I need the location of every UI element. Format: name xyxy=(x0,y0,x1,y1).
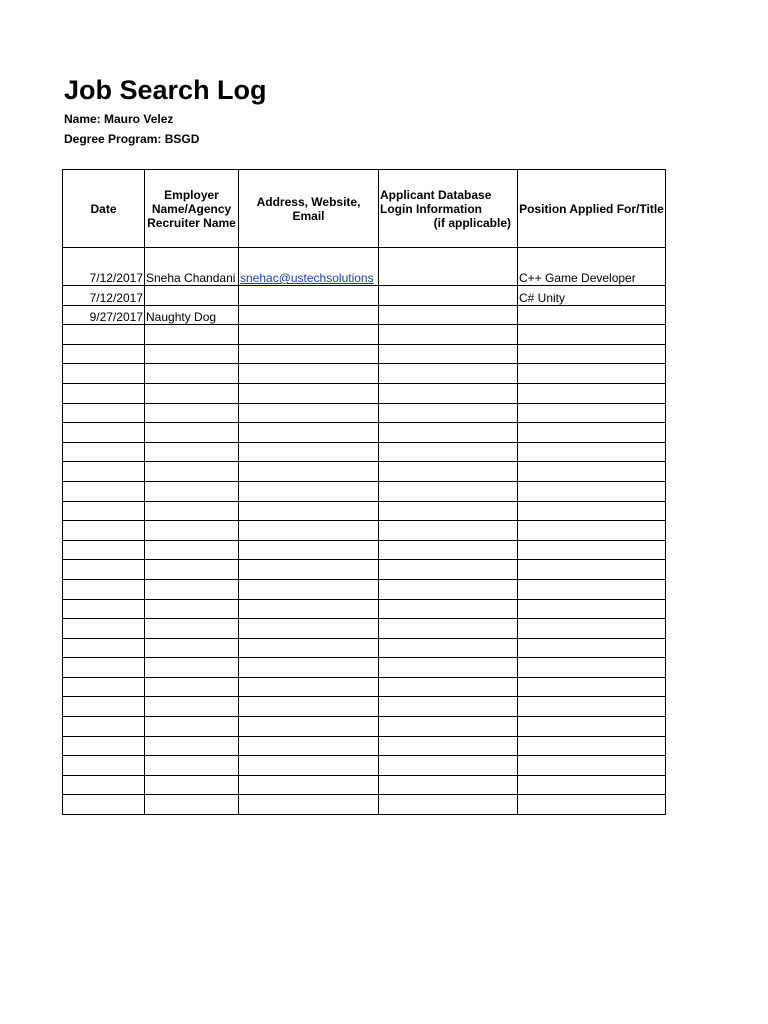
employer-cell xyxy=(145,795,239,815)
address-cell xyxy=(239,442,379,462)
employer-cell xyxy=(145,325,239,345)
table-row xyxy=(63,423,666,443)
table-row xyxy=(63,717,666,737)
table-row xyxy=(63,795,666,815)
date-cell xyxy=(63,775,145,795)
date-cell xyxy=(63,462,145,482)
date-cell xyxy=(63,579,145,599)
employer-cell xyxy=(145,619,239,639)
employer-cell xyxy=(145,521,239,541)
position-cell xyxy=(518,442,666,462)
employer-cell xyxy=(145,736,239,756)
date-cell: 9/27/2017 xyxy=(63,305,145,325)
table-row xyxy=(63,579,666,599)
address-cell xyxy=(239,501,379,521)
position-cell xyxy=(518,364,666,384)
table-row xyxy=(63,403,666,423)
address-cell xyxy=(239,677,379,697)
address-cell xyxy=(239,325,379,345)
header-applicant-database xyxy=(379,170,518,248)
employer-cell xyxy=(145,442,239,462)
position-cell: C++ Game Developer xyxy=(518,248,666,286)
position-cell xyxy=(518,599,666,619)
position-cell xyxy=(518,560,666,580)
table-row xyxy=(63,344,666,364)
database-cell xyxy=(379,795,518,815)
position-cell xyxy=(518,658,666,678)
date-cell xyxy=(63,442,145,462)
address-cell xyxy=(239,756,379,776)
address-cell xyxy=(239,795,379,815)
header-database-note: (if applicable) xyxy=(433,215,511,230)
employer-cell xyxy=(145,677,239,697)
table-row xyxy=(63,540,666,560)
header-date: Date xyxy=(63,170,145,248)
employer-cell xyxy=(145,756,239,776)
position-cell xyxy=(518,717,666,737)
address-cell xyxy=(239,344,379,364)
table-row xyxy=(63,501,666,521)
table-row xyxy=(63,481,666,501)
database-cell xyxy=(379,599,518,619)
position-cell xyxy=(518,736,666,756)
date-cell xyxy=(63,717,145,737)
database-cell xyxy=(379,697,518,717)
job-search-table xyxy=(62,169,666,815)
address-cell xyxy=(239,540,379,560)
position-cell xyxy=(518,619,666,639)
position-cell xyxy=(518,344,666,364)
date-cell xyxy=(63,736,145,756)
date-cell: 7/12/2017 xyxy=(63,248,145,286)
address-cell xyxy=(239,364,379,384)
date-cell xyxy=(63,697,145,717)
position-cell: C# Unity xyxy=(518,286,666,306)
address-cell xyxy=(239,403,379,423)
employer-cell xyxy=(145,481,239,501)
date-cell xyxy=(63,423,145,443)
address-cell xyxy=(239,481,379,501)
email-link[interactable]: snehac@ustechsolutions xyxy=(240,271,374,285)
table-row xyxy=(63,560,666,580)
date-cell xyxy=(63,403,145,423)
database-cell xyxy=(379,403,518,423)
database-cell xyxy=(379,286,518,306)
database-cell xyxy=(379,364,518,384)
header-database-label: Applicant Database Login Information xyxy=(380,187,492,216)
position-cell xyxy=(518,383,666,403)
database-cell xyxy=(379,383,518,403)
database-cell xyxy=(379,442,518,462)
table-row xyxy=(63,462,666,482)
database-cell xyxy=(379,521,518,541)
date-cell: 7/12/2017 xyxy=(63,286,145,306)
position-cell xyxy=(518,501,666,521)
header-employer: Employer Name/Agency Recruiter Name xyxy=(145,170,239,248)
employer-cell xyxy=(145,775,239,795)
position-cell xyxy=(518,325,666,345)
address-cell xyxy=(239,521,379,541)
date-cell xyxy=(63,325,145,345)
table-row xyxy=(63,736,666,756)
date-cell xyxy=(63,501,145,521)
position-cell xyxy=(518,756,666,776)
table-row xyxy=(63,442,666,462)
address-cell xyxy=(239,560,379,580)
date-cell xyxy=(63,364,145,384)
database-cell xyxy=(379,423,518,443)
database-cell xyxy=(379,481,518,501)
database-cell xyxy=(379,756,518,776)
position-cell xyxy=(518,677,666,697)
position-cell xyxy=(518,462,666,482)
table-row xyxy=(63,697,666,717)
table-row xyxy=(63,521,666,541)
database-cell xyxy=(379,579,518,599)
database-cell xyxy=(379,325,518,345)
table-row xyxy=(63,364,666,384)
table-row xyxy=(63,286,666,306)
database-cell xyxy=(379,677,518,697)
database-cell xyxy=(379,540,518,560)
employer-cell xyxy=(145,501,239,521)
database-cell xyxy=(379,501,518,521)
position-cell xyxy=(518,775,666,795)
date-cell xyxy=(63,481,145,501)
database-cell xyxy=(379,775,518,795)
position-cell xyxy=(518,540,666,560)
table-row xyxy=(63,248,666,286)
table-header-row xyxy=(63,170,666,248)
position-cell xyxy=(518,305,666,325)
table-row xyxy=(63,599,666,619)
table-row xyxy=(63,775,666,795)
table-row xyxy=(63,658,666,678)
table-row xyxy=(63,305,666,325)
employer-cell: Naughty Dog xyxy=(145,305,239,325)
address-cell xyxy=(239,305,379,325)
employer-cell: Sneha Chandani xyxy=(145,248,239,286)
position-cell xyxy=(518,521,666,541)
employer-cell xyxy=(145,599,239,619)
employer-cell xyxy=(145,540,239,560)
address-cell xyxy=(239,697,379,717)
date-cell xyxy=(63,521,145,541)
database-cell xyxy=(379,717,518,737)
employer-cell xyxy=(145,579,239,599)
employer-cell xyxy=(145,638,239,658)
employer-cell xyxy=(145,697,239,717)
database-cell xyxy=(379,344,518,364)
position-cell xyxy=(518,795,666,815)
date-cell xyxy=(63,619,145,639)
position-cell xyxy=(518,638,666,658)
date-cell xyxy=(63,540,145,560)
position-cell xyxy=(518,403,666,423)
date-cell xyxy=(63,658,145,678)
address-cell xyxy=(239,717,379,737)
address-cell xyxy=(239,736,379,756)
position-cell xyxy=(518,481,666,501)
date-cell xyxy=(63,638,145,658)
database-cell xyxy=(379,658,518,678)
position-cell xyxy=(518,697,666,717)
employer-cell xyxy=(145,286,239,306)
table-row xyxy=(63,638,666,658)
employer-cell xyxy=(145,364,239,384)
date-cell xyxy=(63,560,145,580)
table-row xyxy=(63,619,666,639)
address-cell xyxy=(239,579,379,599)
address-cell xyxy=(239,619,379,639)
table-row xyxy=(63,756,666,776)
date-cell xyxy=(63,344,145,364)
database-cell xyxy=(379,462,518,482)
table-row xyxy=(63,383,666,403)
table-row xyxy=(63,325,666,345)
date-cell xyxy=(63,677,145,697)
date-cell xyxy=(63,383,145,403)
position-cell xyxy=(518,579,666,599)
header-position: Position Applied For/Title xyxy=(518,170,666,248)
address-cell xyxy=(239,383,379,403)
database-cell xyxy=(379,638,518,658)
address-cell xyxy=(239,775,379,795)
employer-cell xyxy=(145,560,239,580)
database-cell xyxy=(379,305,518,325)
degree-program-line: Degree Program: BSGD xyxy=(64,132,200,146)
address-cell xyxy=(239,599,379,619)
database-cell xyxy=(379,619,518,639)
position-cell xyxy=(518,423,666,443)
table-row xyxy=(63,677,666,697)
database-cell xyxy=(379,560,518,580)
address-cell xyxy=(239,638,379,658)
date-cell xyxy=(63,756,145,776)
address-cell xyxy=(239,423,379,443)
header-address: Address, Website, Email xyxy=(239,170,379,248)
employer-cell xyxy=(145,383,239,403)
address-cell xyxy=(239,658,379,678)
employer-cell xyxy=(145,658,239,678)
address-cell xyxy=(239,286,379,306)
document-title: Job Search Log xyxy=(64,75,267,105)
database-cell xyxy=(379,248,518,286)
employer-cell xyxy=(145,462,239,482)
employer-cell xyxy=(145,717,239,737)
database-cell xyxy=(379,736,518,756)
address-cell xyxy=(239,248,379,286)
address-cell xyxy=(239,462,379,482)
employer-cell xyxy=(145,403,239,423)
employer-cell xyxy=(145,423,239,443)
date-cell xyxy=(63,599,145,619)
name-line: Name: Mauro Velez xyxy=(64,112,174,126)
date-cell xyxy=(63,795,145,815)
employer-cell xyxy=(145,344,239,364)
